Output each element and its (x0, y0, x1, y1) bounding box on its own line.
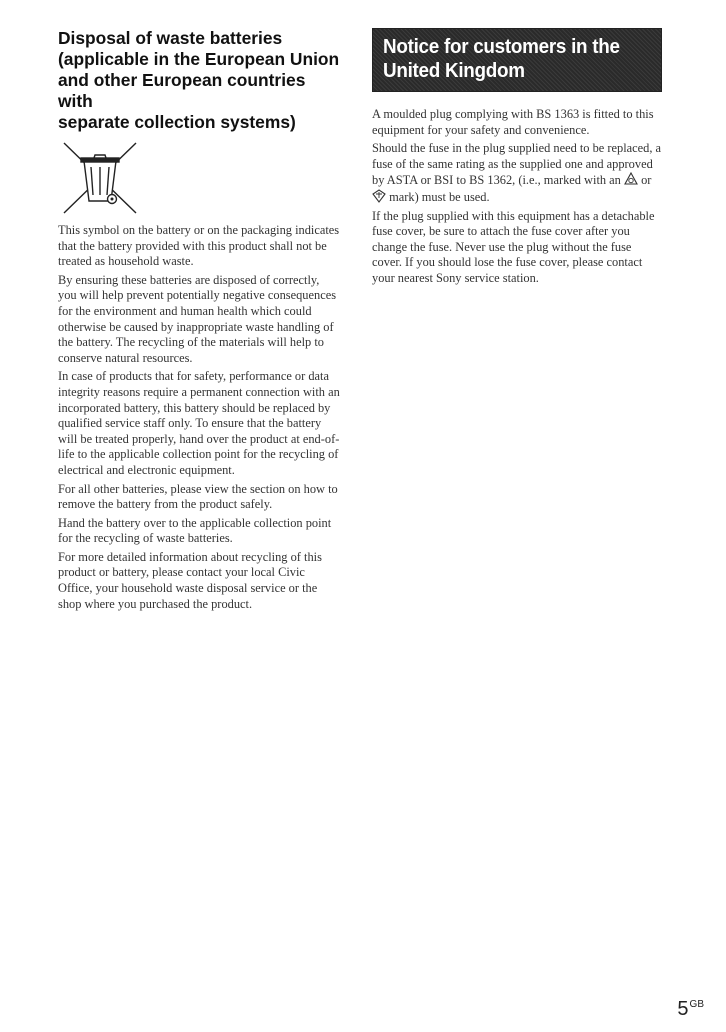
battery-disposal-heading (58, 28, 340, 133)
asta-mark-icon (624, 172, 638, 186)
banner-title-line: Notice for customers in the (383, 35, 620, 58)
heading-line: Disposal of waste batteries (58, 28, 283, 48)
body-paragraph: A moulded plug complying with BS 1363 is fitted to this equipment for your safety and convenience. (372, 107, 654, 137)
body-paragraph: In case of products that for safety, performance or data integrity reasons require a permanent connection with an incorporated battery, this battery should be replaced by qualified service staff only. To ensure that the battery will be treated properly, hand over the product at end-of-life to the applicable collection point for the recycling of electrical and electronic equipment. (58, 369, 340, 477)
bsi-kitemark-icon (372, 189, 386, 203)
battery-disposal-section (58, 28, 340, 615)
page-number (677, 994, 704, 1020)
body-paragraph: For all other batteries, please view the section on how to remove the battery from the product safely. (58, 481, 338, 512)
crossed-out-wheeled-bin-icon (60, 139, 140, 217)
banner-title-line: United Kingdom (383, 59, 525, 82)
body-paragraph: This symbol on the battery or on the packaging indicates that the battery provided with this product shall not be treated as household waste. (58, 223, 340, 269)
uk-notice-section (372, 28, 662, 290)
fuse-paragraph (372, 141, 662, 205)
body-paragraph: By ensuring these batteries are disposed of correctly, you will help prevent potentially negative consequences for the environment and human health which could otherwise be caused by inappropriate waste handling of the battery. The recycling of the materials will help to conserve natural resources. (58, 272, 337, 365)
fuse-text: mark) must be used. (389, 189, 490, 204)
body-paragraph: Hand the battery over to the applicable collection point for the recycling of waste batteries. (58, 515, 332, 546)
page-number-suffix: GB (689, 999, 704, 1010)
fuse-text: Should the fuse in the plug supplied need to be replaced, a fuse of the same rating as the supplied one and approved by ASTA or BSI to BS 1362, (i.e., marked with an (372, 141, 662, 188)
heading-line: and other European countries with (58, 70, 306, 111)
uk-notice-banner (372, 28, 662, 92)
body-paragraph: If the plug supplied with this equipment has a detachable fuse cover, be sure to attach the fuse cover after you change the fuse. Never use the plug without the fuse cover. If you should lose the fuse cover, please contact your nearest Sony service station. (372, 208, 655, 285)
heading-line: separate collection systems) (58, 112, 296, 132)
heading-line: (applicable in the European Union (58, 49, 340, 69)
fuse-text: or (641, 173, 652, 188)
body-paragraph: For more detailed information about recycling of this product or battery, please contact your local Civic Office, your household waste disposal service or the shop where you purchased the product. (58, 549, 322, 611)
page-number-value: 5 (677, 998, 689, 1020)
